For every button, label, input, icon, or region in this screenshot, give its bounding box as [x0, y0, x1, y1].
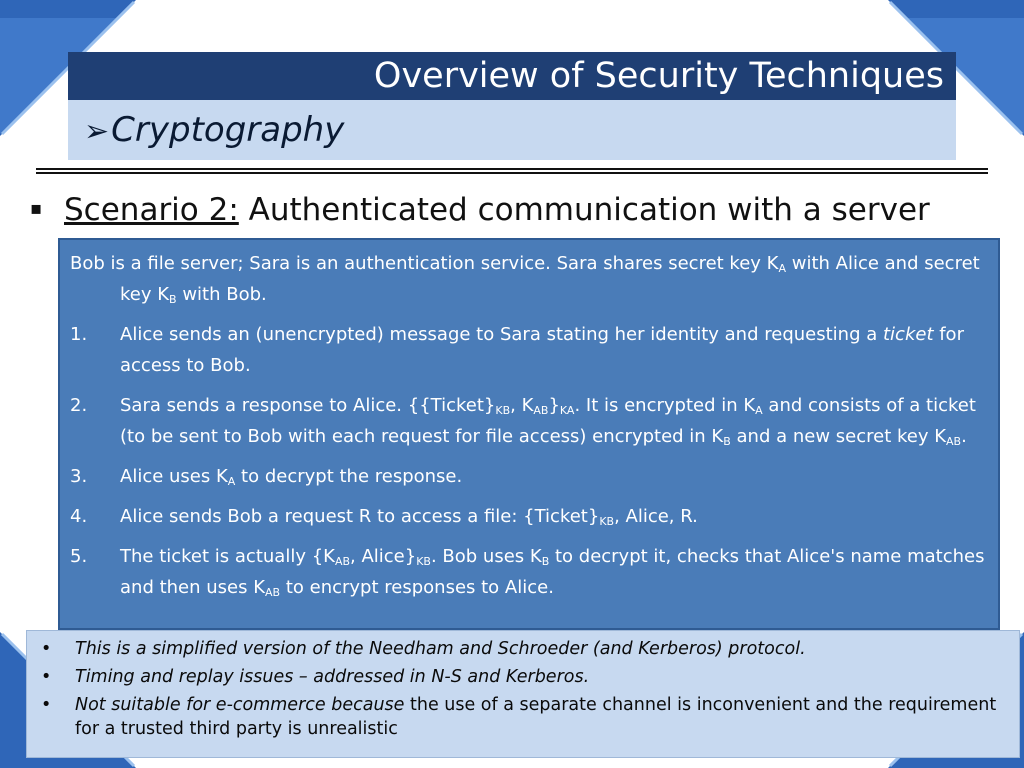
step-number: 2. [70, 395, 88, 416]
subtitle-text: Cryptography [111, 110, 345, 150]
note-text: Not suitable for e-commerce because the use of a separate channel is inconvenient and the requirement for a trusted third party is unrealistic [75, 695, 997, 739]
bullet-icon: • [41, 695, 52, 715]
protocol-step-1 [70, 319, 986, 381]
intro-paragraph: Bob is a file server; Sara is an authentication service. Sara shares secret key $K_A$ with Alice and secret key $K_B$ with Bob. [70, 253, 980, 306]
scenario-heading [30, 188, 1010, 231]
step-text: Alice sends an (unencrypted) message to Sara stating her identity and requesting a ticket for access to Bob. [120, 324, 964, 376]
square-bullet-icon: ▪ [30, 198, 43, 219]
notes-box [26, 630, 1020, 758]
scenario-text: Authenticated communication with a server [238, 192, 930, 228]
step-text: Alice sends Bob a request R to access a file: $\{Ticket\}_{KB}$, Alice, R. [120, 506, 698, 528]
note-item [35, 693, 1009, 741]
bullet-icon: • [41, 639, 52, 659]
step-number: 3. [70, 466, 88, 487]
scenario-label: Scenario 2: [64, 192, 239, 228]
step-text: The ticket is actually {$K_{AB}$, $Alice\}_{KB}$. Bob uses $K_B$ to decrypt it, checks that Alice's name matches and then uses $K_{AB}$ to encrypt responses to Alice. [120, 546, 985, 599]
protocol-steps-box [58, 238, 1000, 630]
step-number: 5. [70, 546, 88, 567]
note-item [35, 665, 1009, 689]
bullet-icon: • [41, 667, 52, 687]
protocol-step-3 [70, 461, 986, 492]
step-number: 1. [70, 324, 88, 345]
note-item [35, 637, 1009, 661]
slide-title: Overview of Security Techniques [68, 52, 956, 100]
step-number: 4. [70, 506, 88, 527]
note-text: Timing and replay issues – addressed in N-S and Kerberos. [75, 667, 590, 687]
protocol-step-4 [70, 501, 986, 532]
step-text: Sara sends a response to Alice. {$\{Ticket\}_{KB}$, $K_{AB}\}_{KA}$. It is encrypted in $K_A$ and consists of a ticket (to be sent to Bob with each request for file access) encrypted in $K_B$ and a new secret key $K_{AB}$. [120, 395, 976, 448]
protocol-step-5 [70, 541, 986, 603]
slide-subtitle [68, 100, 956, 160]
title-separator [36, 168, 988, 174]
step-text: Alice uses $K_A$ to decrypt the response. [120, 466, 463, 488]
arrow-bullet-icon: ➢ [84, 114, 110, 149]
protocol-step-2 [70, 390, 986, 452]
note-text: This is a simplified version of the Needham and Schroeder (and Kerberos) protocol. [75, 639, 806, 659]
